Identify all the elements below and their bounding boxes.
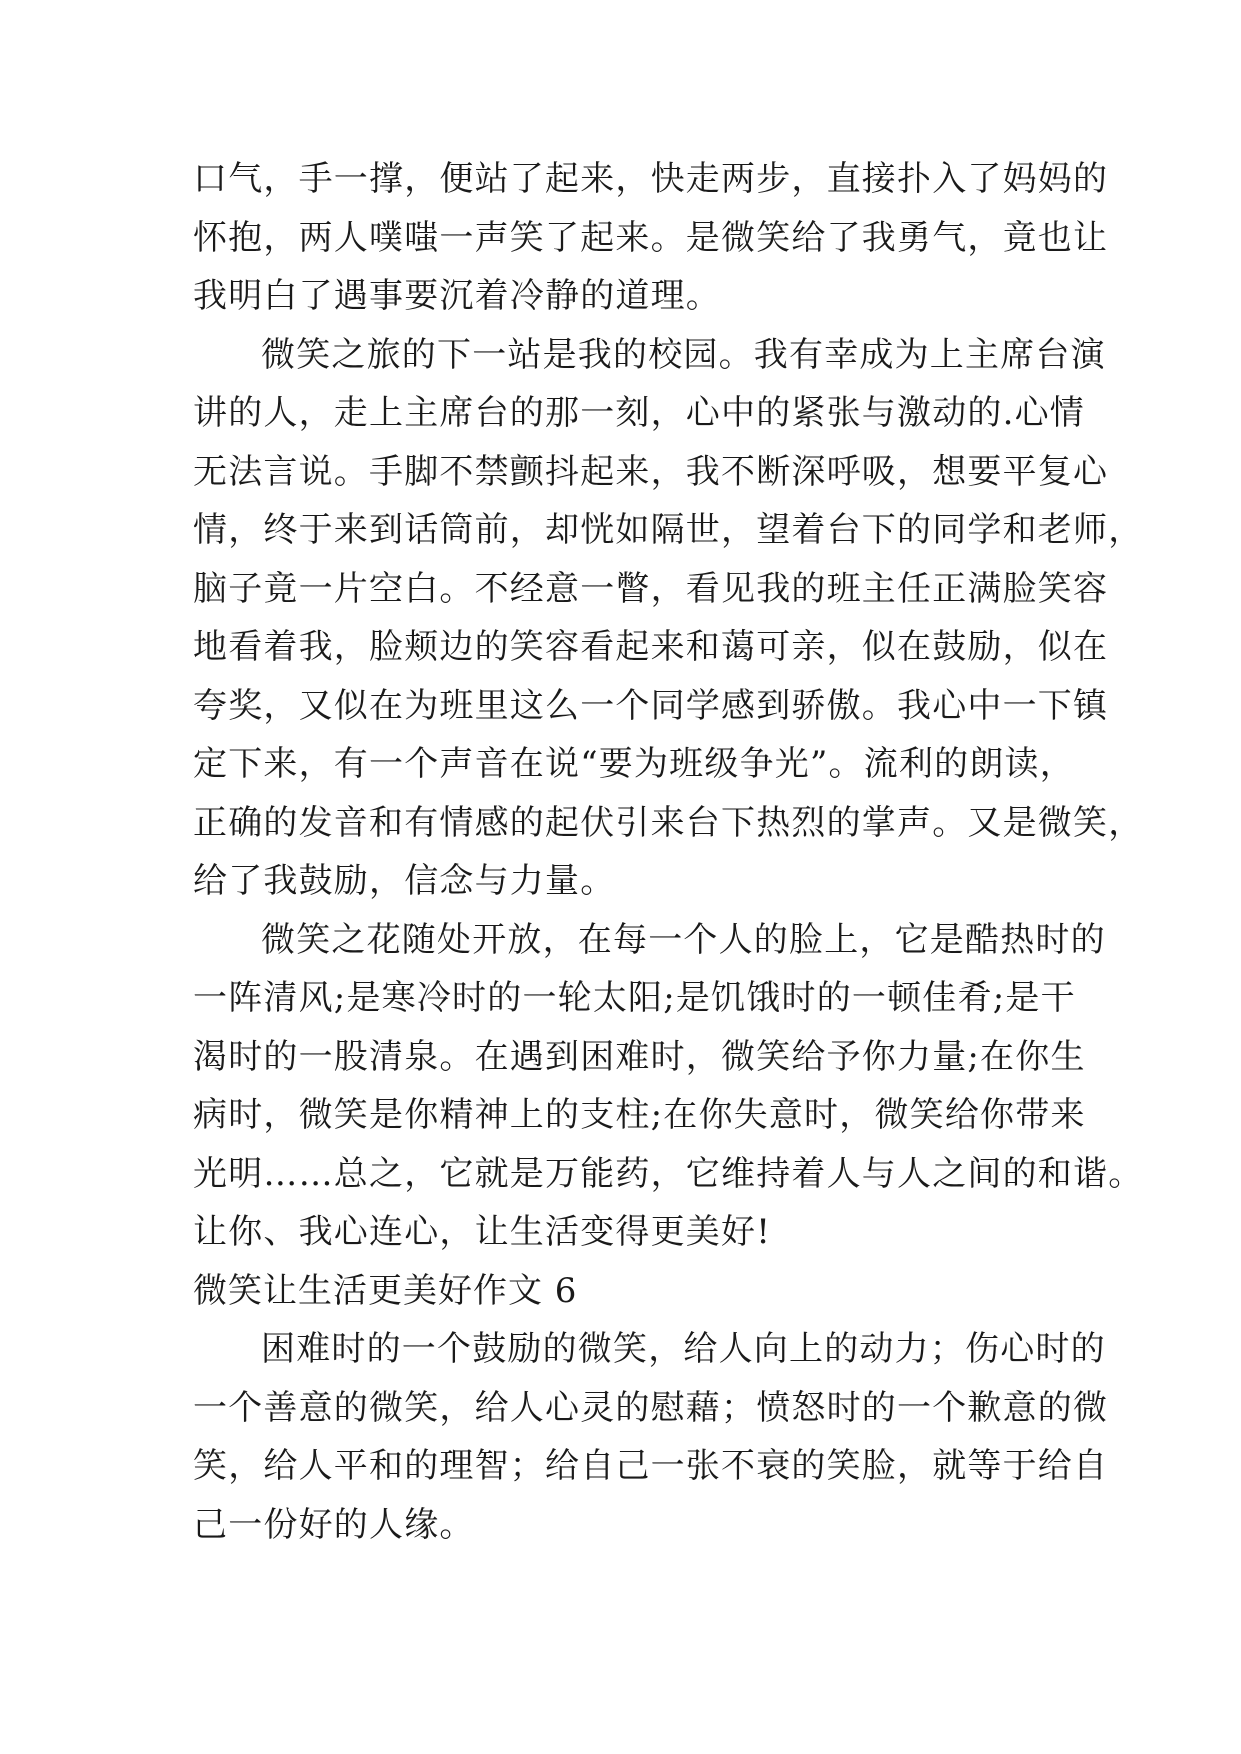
text-line: 怀抱，两人噗嗤一声笑了起来。是微笑给了我勇气，竟也让	[193, 217, 1109, 258]
text-line: 一阵清风;是寒冷时的一轮太阳;是饥饿时的一顿佳肴;是干	[193, 978, 1076, 1018]
text-line: 无法言说。手脚不禁颤抖起来，我不断深呼吸，想要平复心	[193, 451, 1109, 492]
text-line: 夸奖，又似在为班里这么一个同学感到骄傲。我心中一下镇	[193, 685, 1109, 726]
paragraph-flower	[193, 911, 1144, 1262]
paragraph-continuation	[193, 150, 1109, 326]
text-line: 微笑之花随处开放，在每一个人的脸上，它是酷热时的	[261, 919, 1106, 960]
text-line: 讲的人，走上主席台的那一刻，心中的紧张与激动的.心情	[193, 393, 1086, 433]
text-line: 情，终于来到话筒前，却恍如隔世，望着台下的同学和老师，	[193, 510, 1144, 550]
document-body	[193, 150, 1144, 1554]
text-line: 微笑之旅的下一站是我的校园。我有幸成为上主席台演	[261, 334, 1106, 375]
text-line: 困难时的一个鼓励的微笑，给人向上的动力；伤心时的	[261, 1329, 1106, 1369]
text-line: 给了我鼓励，信念与力量。	[193, 861, 616, 901]
text-line: 渴时的一股清泉。在遇到困难时，微笑给予你力量;在你生	[193, 1036, 1086, 1077]
text-line: 口气，手一撑，便站了起来，快走两步，直接扑入了妈妈的	[193, 159, 1109, 199]
text-line: 我明白了遇事要沉着冷静的道理。	[193, 276, 721, 316]
paragraph-essay-6	[193, 1320, 1109, 1554]
paragraph-campus	[193, 326, 1144, 911]
text-line: 正确的发音和有情感的起伏引来台下热烈的掌声。又是微笑，	[193, 802, 1144, 843]
text-line: 脑子竟一片空白。不经意一瞥，看见我的班主任正满脸笑容	[193, 568, 1109, 609]
text-line: 病时，微笑是你精神上的支柱;在你失意时，微笑给你带来	[193, 1095, 1086, 1135]
section-heading: 微笑让生活更美好作文 6	[193, 1270, 578, 1311]
text-line: 一个善意的微笑，给人心灵的慰藉；愤怒时的一个歉意的微	[193, 1387, 1109, 1428]
text-line: 己一份好的人缘。	[193, 1504, 475, 1545]
text-line: 定下来，有一个声音在说“要为班级争光”。流利的朗读，	[193, 744, 1075, 784]
text-line: 笑，给人平和的理智；给自己一张不衰的笑脸，就等于给自	[193, 1446, 1109, 1486]
text-line: 光明……总之，它就是万能药，它维持着人与人之间的和谐。	[193, 1153, 1144, 1194]
text-line: 地看着我，脸颊边的笑容看起来和蔼可亲，似在鼓励，似在	[193, 627, 1109, 667]
text-line: 让你、我心连心，让生活变得更美好!	[193, 1212, 772, 1252]
